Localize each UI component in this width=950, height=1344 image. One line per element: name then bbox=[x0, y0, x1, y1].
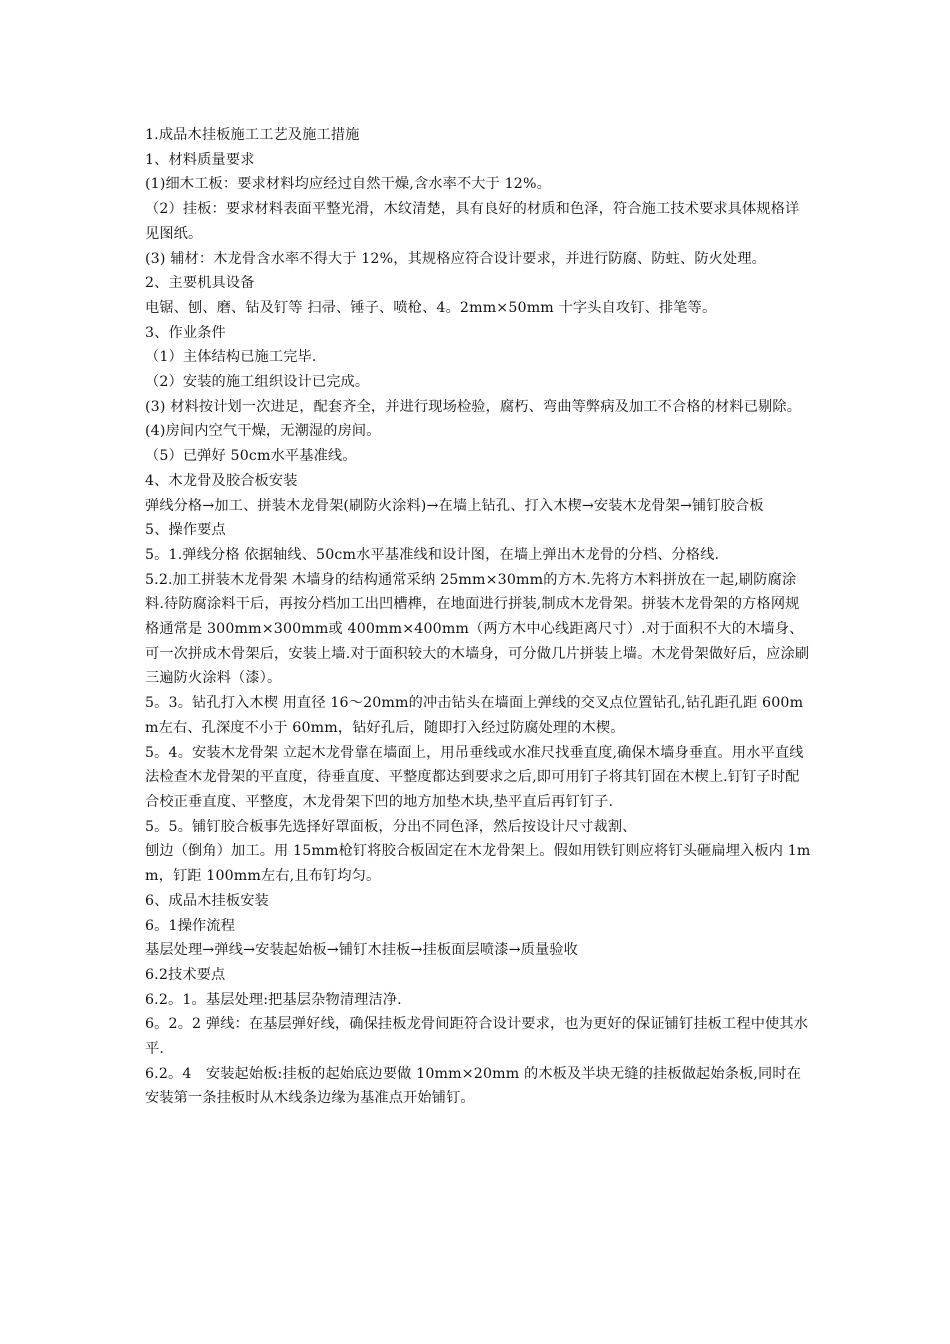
paragraph: 电锯、刨、磨、钻及钉等 扫帚、锤子、喷枪、4。2mm×50mm 十字头自攻钉、排笔等。 bbox=[145, 299, 717, 316]
paragraph: (4)房间内空气干燥，无潮湿的房间。 bbox=[145, 423, 381, 440]
paragraph: (3) 辅材：木龙骨含水率不得大于 12%，其规格应符合设计要求，并进行防腐、防蛀、防火处理。 bbox=[145, 250, 767, 267]
paragraph: 5。5。铺钉胶合板事先选择好罩面板，分出不同色泽，然后按设计尺寸裁割、 bbox=[145, 818, 637, 835]
paragraph: 6.2。1。基层处理:把基层杂物清理洁净. bbox=[145, 991, 402, 1008]
document-body bbox=[145, 123, 813, 1111]
heading: 2、主要机具设备 bbox=[145, 275, 255, 292]
paragraph: 5。1.弹线分格 依据轴线、50cm水平基准线和设计图，在墙上弹出木龙骨的分档、分格线. bbox=[145, 546, 720, 563]
paragraph: 6。2。2 弹线：在基层弹好线，确保挂板龙骨间距符合设计要求，也为更好的保证铺钉挂板工程中使其水平. bbox=[145, 1016, 809, 1058]
section-title: 1.成品木挂板施工工艺及施工措施 bbox=[145, 127, 360, 143]
paragraph: 弹线分格→加工、拼装木龙骨架(刷防火涂料)→在墙上钻孔、打入木楔→安装木龙骨架→铺钉胶合板 bbox=[145, 497, 764, 514]
paragraph: 5。3。钻孔打入木楔 用直径 16～20mm的冲击钻头在墙面上弹线的交叉点位置钻孔,钻孔距孔距 600mm左右、孔深度不小于 60mm，钻好孔后，随即打入经过防腐处理的木楔。 bbox=[145, 695, 804, 736]
paragraph: 5.2.加工拼装木龙骨架 木墙身的结构通常采纳 25mm×30mm的方木.先将方木料拼放在一起,刷防腐涂料.待防腐涂料干后，再按分档加工出凹槽榫，在地面进行拼装,制成木龙骨架。拼装木龙骨架的方格网规格通常是 300mm×300mm或 400mm×400mm（两方木中心线距离尺寸）.对于面积不大的木墙身、可一次拼成木骨架后，安装上墙.对于面积较大的木墙身，可分做几片拼装上墙。木龙骨架做好后，应涂刷三遍防火涂料（漆）。 bbox=[145, 571, 810, 687]
paragraph: 6.2。4 安装起始板:挂板的起始底边要做 10mm×20mm 的木板及半块无缝的挂板做起始条板,同时在安装第一条挂板时从木线条边缘为基准点开始铺钉。 bbox=[145, 1065, 802, 1107]
paragraph: 基层处理→弹线→安装起始板→铺钉木挂板→挂板面层喷漆→质量验收 bbox=[145, 942, 578, 959]
paragraph: （2）安装的施工组织设计已完成。 bbox=[145, 374, 370, 391]
heading: 6、成品木挂板安装 bbox=[145, 892, 269, 909]
paragraph: (1)细木工板：要求材料均应经过自然干燥,含水率不大于 12%。 bbox=[145, 176, 551, 193]
heading: 3、作业条件 bbox=[145, 324, 226, 341]
paragraph: 5。4。安装木龙骨架 立起木龙骨靠在墙面上，用吊垂线或水准尺找垂直度,确保木墙身垂直。用水平直线法检查木龙骨架的平直度，待垂直度、平整度都达到要求之后,即可用钉子将其钉固在木楔上.钉钉子时配合校正垂直度、平整度，木龙骨架下凹的地方加垫木块,垫平直后再钉钉子. bbox=[145, 744, 804, 810]
paragraph: （2）挂板：要求材料表面平整光滑，木纹清楚，具有良好的材质和色泽，符合施工技术要求具体规格详见图纸。 bbox=[145, 201, 800, 242]
paragraph: (3) 材料按计划一次进足，配套齐全，并进行现场检验，腐朽、弯曲等弊病及加工不合格的材料已剔除。 bbox=[145, 398, 802, 415]
paragraph: （5）已弹好 50cm水平基准线。 bbox=[145, 448, 357, 465]
heading: 4、木龙骨及胶合板安装 bbox=[145, 472, 298, 489]
paragraph: （1）主体结构已施工完毕. bbox=[145, 349, 317, 366]
paragraph: 刨边（倒角）加工。用 15mm枪钉将胶合板固定在木龙骨架上。假如用铁钉则应将钉头砸扁埋入板内 1mm，钉距 100mm左右,且布钉均匀。 bbox=[145, 843, 811, 885]
heading: 6。1操作流程 bbox=[145, 917, 236, 934]
heading: 1、材料质量要求 bbox=[145, 151, 255, 168]
heading: 6.2技术要点 bbox=[145, 966, 226, 983]
heading: 5、操作要点 bbox=[145, 522, 226, 539]
